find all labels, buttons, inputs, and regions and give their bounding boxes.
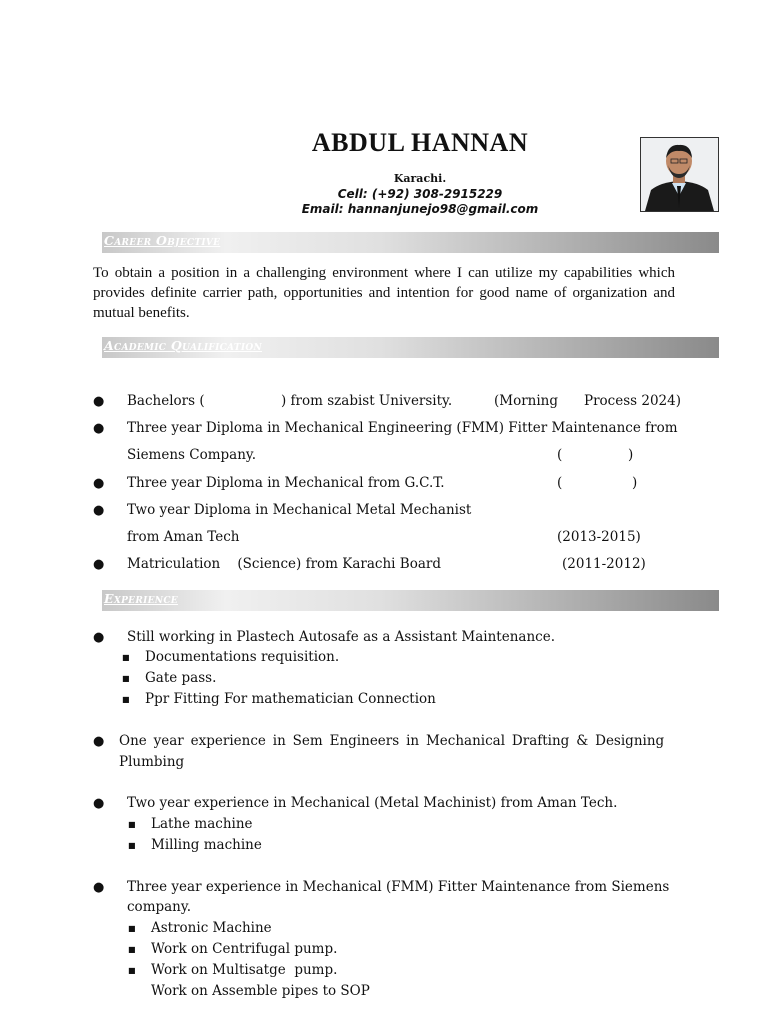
section-title: Academic Qualification xyxy=(104,338,263,353)
diploma-metal-year: (2013-2015) xyxy=(557,529,641,545)
section-experience xyxy=(102,590,719,611)
person-portrait-icon xyxy=(641,138,718,211)
list-item: Lathe machine xyxy=(151,816,253,832)
diploma-fmm-company: Siemens Company. xyxy=(127,447,257,463)
job-siemens: Three year experience in Mechanical (FMM) Fitter Maintenance from Siemens xyxy=(127,879,670,895)
diploma-metal: Two year Diploma in Mechanical Metal Mechanist xyxy=(127,502,472,518)
paren-close: ) xyxy=(628,447,634,463)
list-item: Astronic Machine xyxy=(151,920,272,936)
section-title: Career Objective xyxy=(104,233,221,248)
bullet: ● xyxy=(93,476,105,491)
job-siemens-cont: company. xyxy=(127,899,191,915)
bullet: ● xyxy=(93,734,105,749)
list-item: Work on Centrifugal pump. xyxy=(151,941,338,957)
list-item-continued: Work on Assemble pipes to SOP xyxy=(151,983,370,999)
list-item: Milling machine xyxy=(151,837,262,853)
city: Karachi. xyxy=(393,172,447,185)
diploma-gct: Three year Diploma in Mechanical from G.C.T. xyxy=(127,475,445,491)
square-bullet: ■ xyxy=(122,653,130,662)
diploma-metal-institution: from Aman Tech xyxy=(127,529,240,545)
paren-open: ( xyxy=(557,447,563,463)
paren-close: ) xyxy=(632,475,638,491)
list-item: Ppr Fitting For mathematician Connection xyxy=(145,691,436,707)
list-item: Work on Multisatge pump. xyxy=(151,962,338,978)
square-bullet: ■ xyxy=(128,945,136,954)
email: Email: hannanjunejo98@gmail.com xyxy=(301,202,539,216)
list-item: Documentations requisition. xyxy=(145,649,340,665)
matriculation: Matriculation (Science) from Karachi Board xyxy=(127,556,441,572)
diploma-fmm: Three year Diploma in Mechanical Engineering (FMM) Fitter Maintenance from xyxy=(127,420,678,436)
cell-phone: Cell: (+92) 308-2915229 xyxy=(337,187,503,201)
job-plastech: Still working in Plastech Autosafe as a Assistant Maintenance. xyxy=(127,629,555,645)
job-sem-engineers-cont: Plumbing xyxy=(119,754,185,770)
candidate-name: ABDUL HANNAN xyxy=(311,128,529,157)
square-bullet: ■ xyxy=(122,695,130,704)
profile-photo xyxy=(640,137,719,212)
square-bullet: ■ xyxy=(128,841,136,850)
section-academic-qualification xyxy=(102,337,719,358)
bullet: ● xyxy=(93,394,105,409)
square-bullet: ■ xyxy=(128,820,136,829)
square-bullet: ■ xyxy=(122,674,130,683)
square-bullet: ■ xyxy=(128,924,136,933)
matriculation-year: (2011-2012) xyxy=(562,556,646,572)
paren-open: ( xyxy=(557,475,563,491)
bullet: ● xyxy=(93,503,105,518)
objective-text: To obtain a position in a challenging environment where I can utilize my capabilities which provides definite carrier path, opportunities and intention for good name of organization and mutual benefits. xyxy=(93,265,675,321)
list-item: Gate pass. xyxy=(145,670,217,686)
bachelors-institution: ) from szabist University. xyxy=(281,393,453,409)
job-aman-tech: Two year experience in Mechanical (Metal Machinist) from Aman Tech. xyxy=(127,795,618,811)
bachelors-shift: (Morning xyxy=(494,393,559,409)
section-career-objective xyxy=(102,232,719,253)
section-title: Experience xyxy=(104,591,178,606)
bullet: ● xyxy=(93,630,105,645)
bullet: ● xyxy=(93,421,105,436)
bullet: ● xyxy=(93,880,105,895)
bachelors-year: Process 2024) xyxy=(584,393,681,409)
square-bullet: ■ xyxy=(128,966,136,975)
job-sem-engineers: One year experience in Sem Engineers in Mechanical Drafting & Designing xyxy=(119,733,665,749)
bullet: ● xyxy=(93,557,105,572)
bullet: ● xyxy=(93,796,105,811)
bachelors-degree: Bachelors ( xyxy=(127,393,205,409)
